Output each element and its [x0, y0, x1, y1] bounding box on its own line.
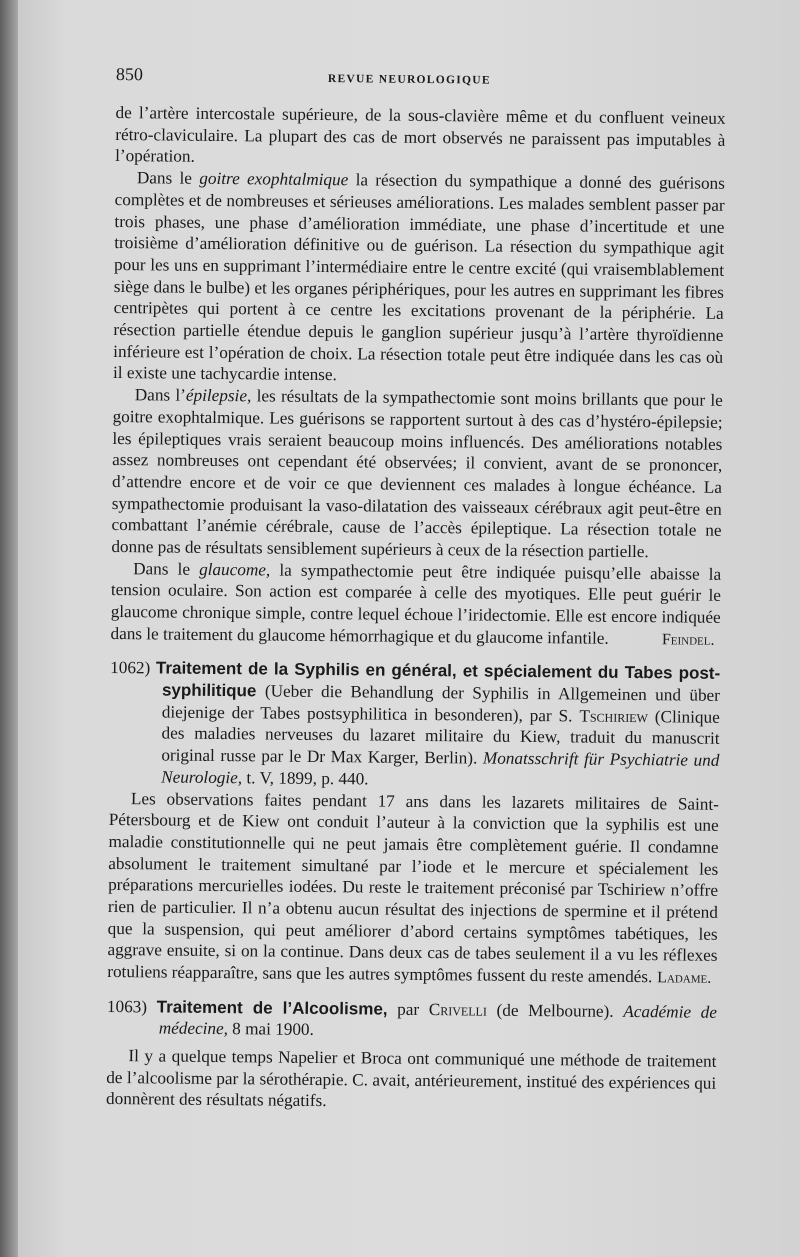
entry-1062-body: Les observations faites pendant 17 ans dans les lazarets militaires de Saint-Pétersbourg et de Kiew ont conduit l’auteur à la conviction que la syphilis est une maladie constitutionnelle qui ne peut jamais être complètement guérie. Il condamne absolument le traitement simultané par l’iode et le mercure et spécialement les préparations mercurielles iodées. Du reste le traitement préconisé par Tschiriew n’offre rien de particulier. Il n’a obtenu aucun résultat des injections de spermine et il prétend que la suspension, qui peut améliorer d’abord certains symptômes tabétiques, les aggrave ensuite, si on la continue. Dans deux cas de tabes seulement il a vu les réflexes rotuliens réapparaître, sans que les autres symptômes fussent du reste amendés. — [107, 788, 720, 987]
goitre-term: goitre exophtalmique — [199, 168, 349, 190]
journal-title: REVUE NEUROLOGIQUE — [327, 73, 491, 87]
scan-page-edge — [0, 0, 18, 1257]
goitre-lead: Dans le — [136, 168, 193, 188]
entry-1063-details: par — [397, 999, 420, 1019]
epilepsie-term: épilepsie, — [185, 385, 252, 406]
entry-1063 — [107, 995, 717, 1044]
entry-1062-number: 1062) — [110, 658, 151, 678]
glaucome-text: la sympathectomie peut être indiquée puisqu’elle abaisse la tension oculaire. Son action est comparée à celle des myotiques. Elle peut guérir le glaucome chronique simple, contre lequel échoue l’iridectomie. Elle est encore indiquée dans le traitement du glaucome hémorrhagique et du glaucome infantile. — [110, 560, 722, 648]
goitre-paragraph — [113, 167, 725, 390]
entry-1063-body: Il y a quelque temps Napelier et Broca ont communiqué une méthode de traitement de l’alcoolisme par la sérothérapie. C. avait, antérieurement, institué des expériences qui donnèrent des résultats négatifs. — [105, 1046, 717, 1111]
entry-1062-journal: Monatsschrift für Psychiatrie und Neurologie, — [161, 748, 720, 788]
page-content — [106, 64, 726, 1116]
scanned-page — [18, 0, 800, 1257]
entry-1062-citation: t. V, 1899, p. 440. — [246, 768, 369, 789]
entry-1062-details: (Ueber die Behandlung der Syphilis in Allgemeinen und über diejenige der Tabes postsyphilitica in besonderen), par S. — [161, 681, 721, 726]
entry-1063-affiliation: (de Melbourne). — [496, 1000, 614, 1021]
epilepsie-lead: Dans l’ — [134, 385, 187, 405]
signature-ladame: Ladame. — [657, 969, 712, 987]
entry-1062-affiliation: (Clinique des maladies nerveuses du lazaret militaire du Kiew, traduit du manuscrit original russe par le Dr Max Karger, Berlin). — [161, 706, 720, 768]
entry-1063-author: Crivelli — [428, 999, 488, 1020]
epilepsie-text: les résultats de la sympathectomie sont moins brillants que pour le goitre exophtalmique. Les guérisons se rapportent surtout à des cas d’hystéro-épilepsie; les épileptiques vrais seraient beaucoup moins influencés. Des améliorations notables assez nombreuses ont cependant été observées; il convient, avant de se prononcer, d’attendre encore et de voir ce que deviennent ces malades à longue échéance. La sympathectomie produisant la vaso-dilatation des vaisseaux cérébraux agit peut-être en combattant l’anémie cérébrale, cause de l’accès épileptique. La résection totale ne donne pas de résultats sensiblement supérieurs à ceux de la résection partielle. — [111, 386, 723, 562]
goitre-text: la résection du sympathique a donné des guérisons complètes et de nombreuses et sérieuses améliorations. Les malades semblent passer par trois phases, une phase d’amélioration immédiate, une phase d’incertitude et une troisième d’amélioration définitive ou de guérison. La résection du sympathique agit pour les uns en supprimant l’intermédiaire entre le centre excité (qui vraisemblablement siège dans le bulbe) et les organes périphériques, pour les autres en supprimant les fibres centripètes qui portent à ce centre les excitations provenant de la périphérie. La résection partielle étendue depuis le ganglion supérieur jusqu’à l’artère thyroïdienne inférieure est l’opération de choix. La résection totale peut être indiquée dans les cas où il existe une tachycardie intense. — [112, 170, 725, 385]
entry-1062-author: Tschiriew — [579, 706, 648, 726]
signature-feindel: Feindel. — [661, 630, 715, 649]
entry-1062 — [109, 657, 720, 793]
epilepsie-paragraph — [111, 384, 723, 563]
entry-1063-date: 8 mai 1900. — [232, 1019, 314, 1040]
page-number: 850 — [115, 64, 143, 85]
running-head — [116, 64, 726, 100]
entry-1062-title: Traitement de la Syphilis en général, et spécialement du Tabes post-syphilitique — [155, 658, 721, 701]
entry-1063-title: Traitement de l’Alcoolisme, — [156, 996, 388, 1019]
glaucome-lead: Dans le — [133, 558, 191, 579]
intro-paragraph: de l’artère intercostale supérieure, de la sous-clavière même et du confluent veineux rétro-claviculaire. La plupart des cas de mort observés ne paraissent pas imputables à l’opération. — [115, 102, 726, 167]
entry-1063-number: 1063) — [106, 996, 148, 1016]
entry-1063-journal: Académie de médecine, — [158, 1001, 718, 1039]
glaucome-term: glaucome, — [199, 559, 271, 580]
